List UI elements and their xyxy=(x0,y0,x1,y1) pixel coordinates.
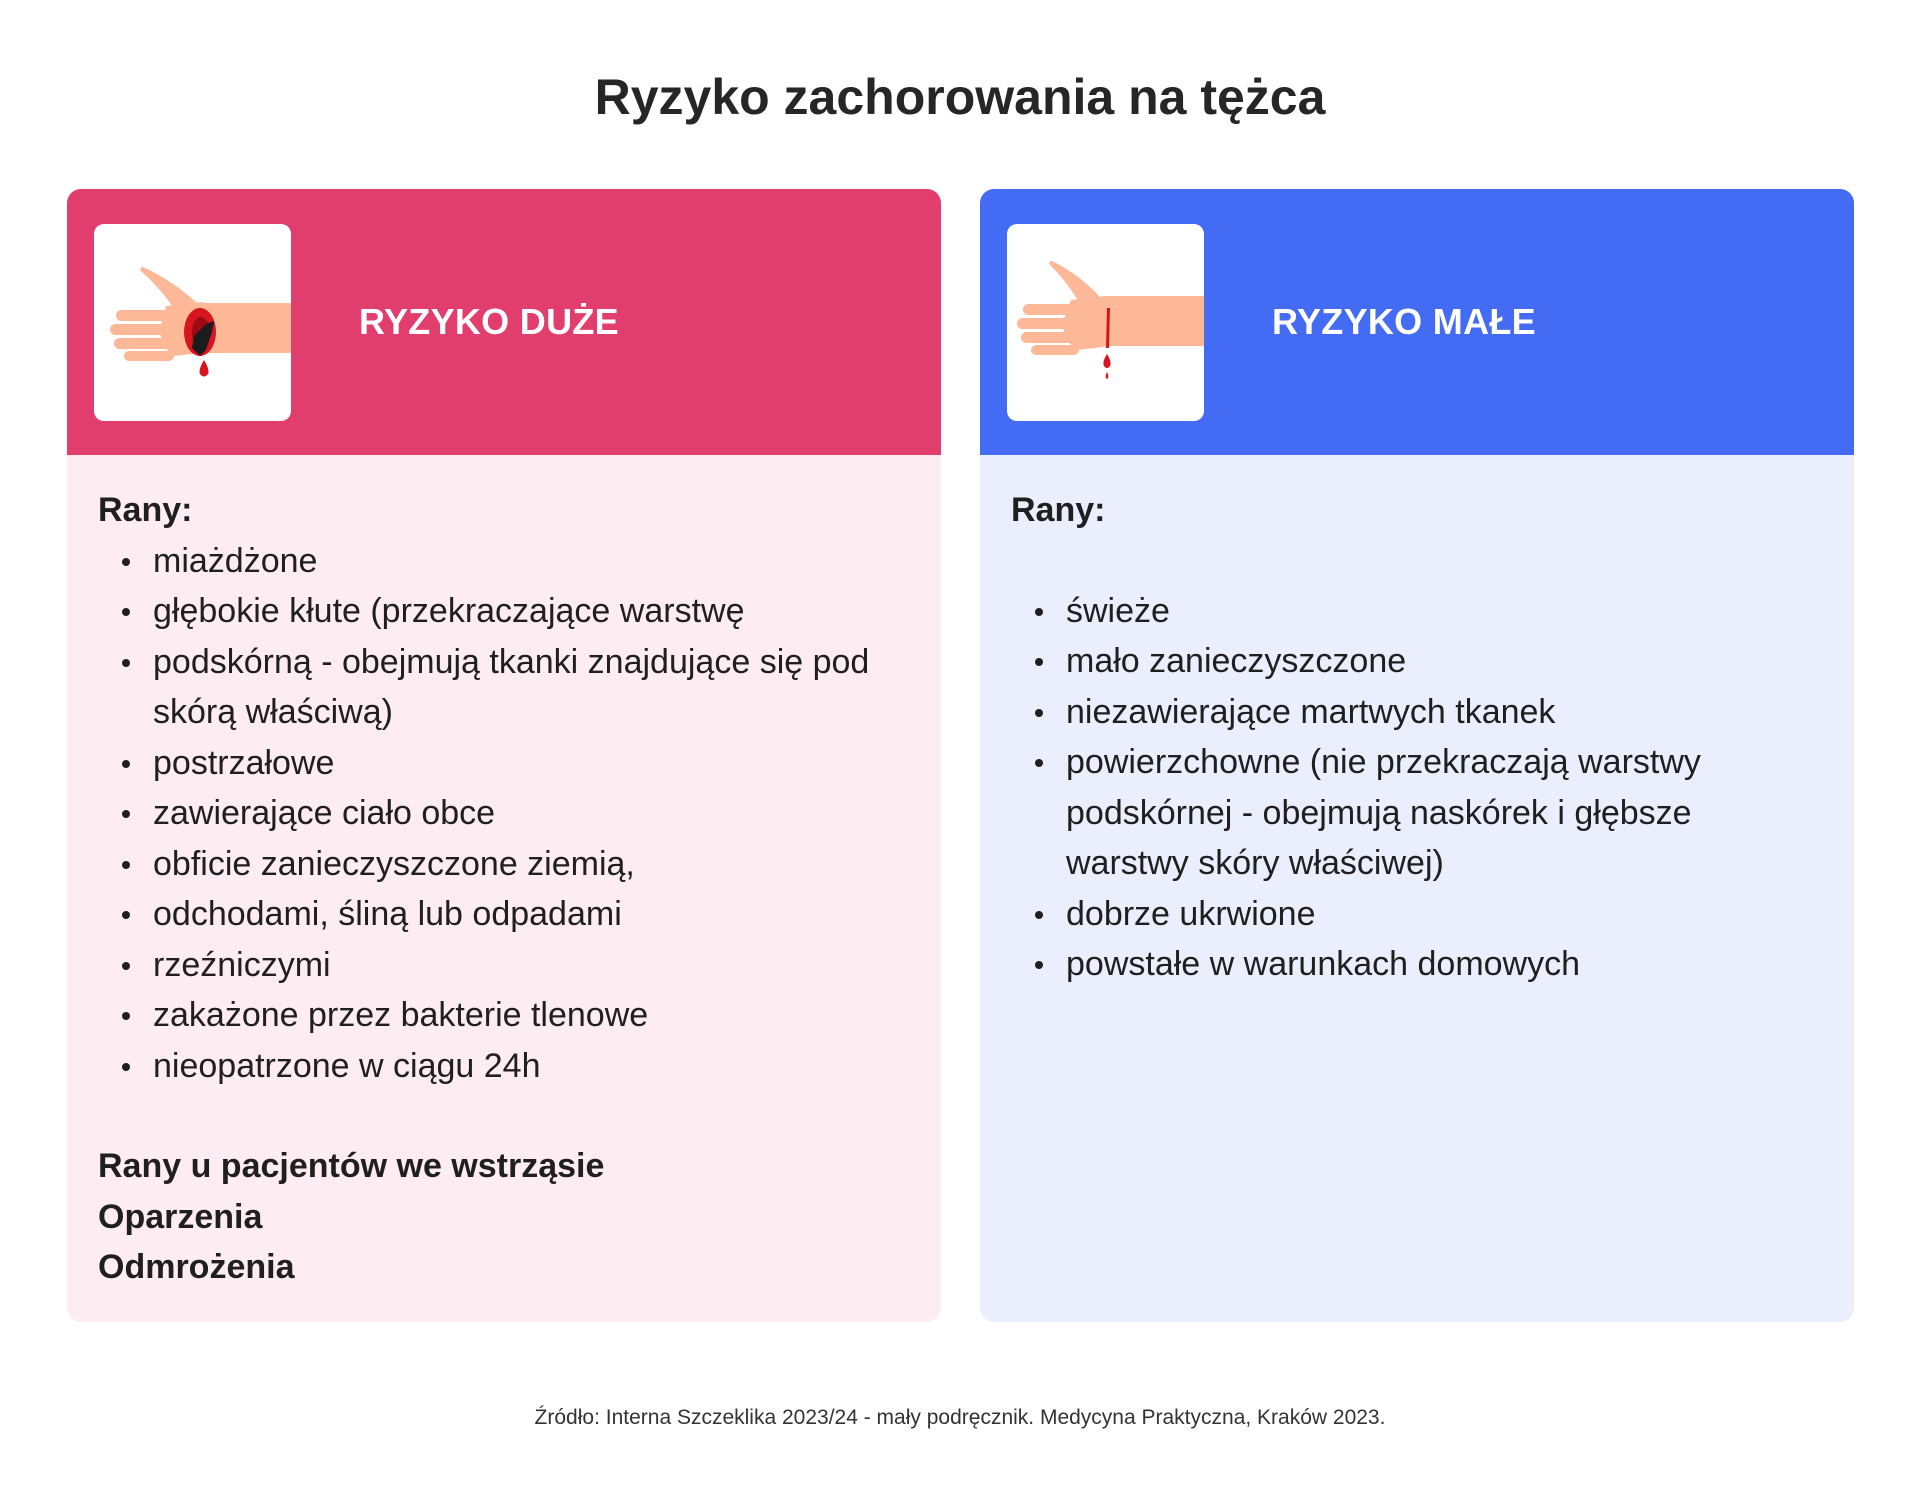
low-risk-list xyxy=(1011,586,1766,990)
high-risk-title: RYZYKO DUŻE xyxy=(359,301,619,342)
list-item: zakażone przez bakterie tlenowe xyxy=(153,990,913,1041)
list-item: głębokie kłute (przekraczające warstwę xyxy=(153,586,913,637)
high-risk-body xyxy=(67,455,941,1293)
frostbite: Odmrożenia xyxy=(98,1248,295,1286)
list-item: rzeźniczymi xyxy=(153,940,913,991)
list-item: obficie zanieczyszczone ziemią, xyxy=(153,839,913,890)
list-item: mało zanieczyszczone xyxy=(1066,636,1766,687)
list-item: świeże xyxy=(1066,586,1766,637)
list-item: niezawierające martwych tkanek xyxy=(1066,687,1766,738)
list-item: powstałe w warunkach domowych xyxy=(1066,939,1766,990)
list-item: dobrze ukrwione xyxy=(1066,889,1766,940)
list-item: postrzałowe xyxy=(153,738,913,789)
list-item: nieopatrzone w ciągu 24h xyxy=(153,1041,913,1092)
page-title: Ryzyko zachorowania na tężca xyxy=(594,69,1326,125)
low-risk-body xyxy=(980,455,1854,990)
high-risk-icon-box xyxy=(94,224,291,421)
high-risk-header xyxy=(67,189,941,455)
small-cut-hand-icon xyxy=(1007,224,1204,421)
high-risk-list xyxy=(98,536,913,1092)
list-item: odchodami, śliną lub odpadami xyxy=(153,889,913,940)
wounds-label: Rany: xyxy=(98,491,193,529)
low-risk-title: RYZYKO MAŁE xyxy=(1272,301,1536,342)
list-item: podskórną - obejmują tkanki znajdujące się pod skórą właściwą) xyxy=(153,637,913,738)
bleeding-deep-wound-hand-icon xyxy=(94,224,291,421)
high-risk-card xyxy=(67,189,941,1322)
list-item: powierzchowne (nie przekraczają warstwy podskórnej - obejmują naskórek i głębsze warstwy skóry właściwej) xyxy=(1066,737,1766,889)
source-note: Źródło: Interna Szczeklika 2023/24 - mały podręcznik. Medycyna Praktyczna, Kraków 2023. xyxy=(534,1406,1386,1429)
shock-patients-wounds: Rany u pacjentów we wstrząsie xyxy=(98,1147,605,1185)
low-risk-icon-box xyxy=(1007,224,1204,421)
low-risk-header xyxy=(980,189,1854,455)
list-item: zawierające ciało obce xyxy=(153,788,913,839)
low-risk-card xyxy=(980,189,1854,1322)
burns: Oparzenia xyxy=(98,1197,263,1236)
list-item: miażdżone xyxy=(153,536,913,587)
wounds-label: Rany: xyxy=(1011,491,1106,529)
